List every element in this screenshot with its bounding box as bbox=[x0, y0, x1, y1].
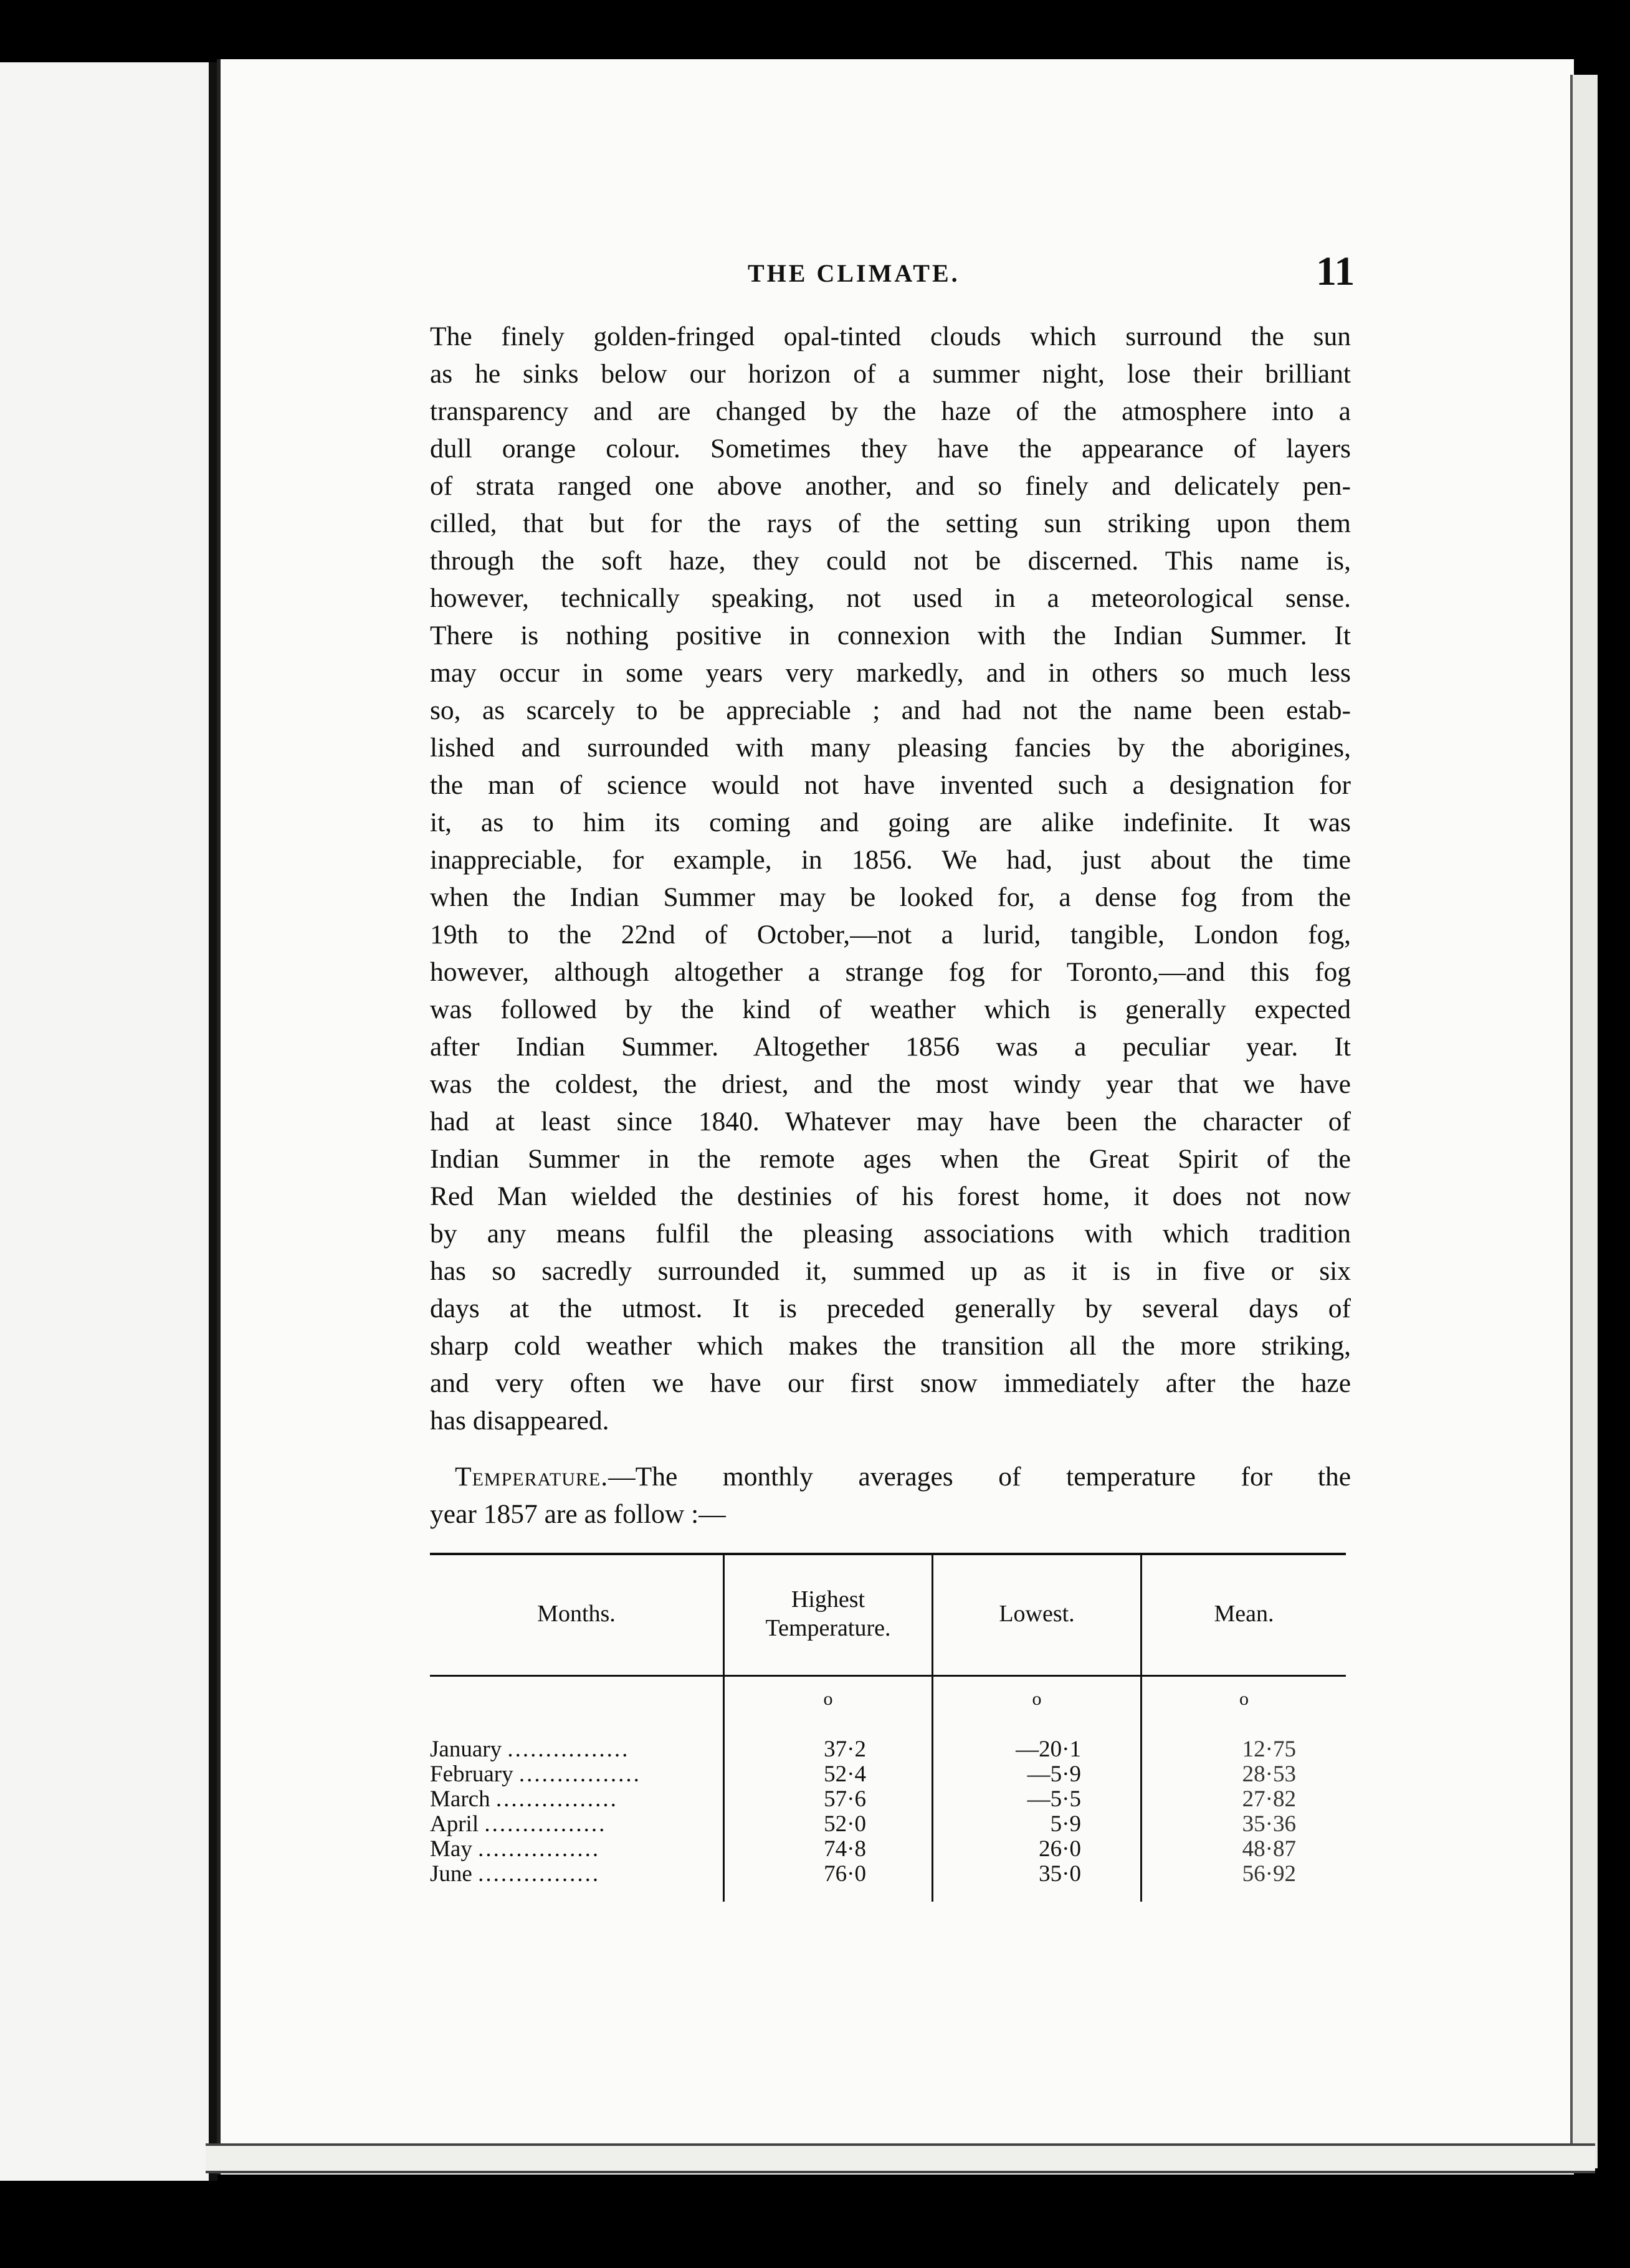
mean-cell: 56·92 bbox=[1242, 1861, 1296, 1887]
mean-cell: 12·75 bbox=[1242, 1737, 1296, 1762]
month-label: February bbox=[430, 1762, 513, 1787]
paragraph-line: was the coldest, the driest, and the most windy year that we have bbox=[430, 1069, 1351, 1099]
table-row bbox=[430, 1812, 1346, 1837]
temperature-intro bbox=[430, 1458, 1351, 1533]
paragraph-line: by any means fulfil the pleasing associations with which tradition bbox=[430, 1219, 1351, 1249]
paragraph-line: of strata ranged one above another, and so finely and delicately pen- bbox=[430, 471, 1351, 501]
paragraph-line: when the Indian Summer may be looked for, a dense fog from the bbox=[430, 882, 1351, 912]
month-cell bbox=[430, 1812, 717, 1837]
mean-cell: 48·87 bbox=[1242, 1836, 1296, 1862]
paragraph-line: inappreciable, for example, in 1856. We had, just about the time bbox=[430, 845, 1351, 875]
main-paragraph bbox=[430, 318, 1351, 1439]
header-highest-line1: Highest bbox=[791, 1586, 865, 1613]
paragraph-line: has so sacredly surrounded it, summed up as it is in five or six bbox=[430, 1256, 1351, 1286]
paragraph-line: the man of science would not have invented such a designation for bbox=[430, 770, 1351, 800]
table-row bbox=[430, 1862, 1346, 1887]
paragraph-line: Indian Summer in the remote ages when the Great Spirit of the bbox=[430, 1144, 1351, 1174]
lowest-cell: 35·0 bbox=[1039, 1861, 1081, 1887]
lowest-cell: —5·5 bbox=[1027, 1786, 1081, 1812]
page-bottom-edge bbox=[206, 2143, 1595, 2173]
paragraph-line: days at the utmost. It is preceded generally by several days of bbox=[430, 1294, 1351, 1323]
degree-mark: o bbox=[1032, 1689, 1042, 1709]
mean-cell: 27·82 bbox=[1242, 1786, 1296, 1812]
table-row bbox=[430, 1837, 1346, 1862]
highest-cell: 74·8 bbox=[824, 1836, 866, 1862]
month-cell bbox=[430, 1762, 717, 1787]
month-cell bbox=[430, 1837, 717, 1862]
month-label: April bbox=[430, 1812, 479, 1837]
lowest-cell: —5·9 bbox=[1027, 1761, 1081, 1787]
paragraph-line: after Indian Summer. Altogether 1856 was a peculiar year. It bbox=[430, 1032, 1351, 1062]
paragraph-line: There is nothing positive in connexion with the Indian Summer. It bbox=[430, 621, 1351, 650]
paragraph-line: it, as to him its coming and going are alike indefinite. It was bbox=[430, 808, 1351, 837]
paragraph-line: has disappeared. bbox=[430, 1406, 609, 1436]
temperature-heading: Temperature. bbox=[455, 1462, 609, 1492]
month-label: June bbox=[430, 1862, 472, 1887]
month-cell bbox=[430, 1862, 717, 1887]
running-head: THE CLIMATE. bbox=[748, 259, 960, 287]
highest-cell: 52·4 bbox=[824, 1761, 866, 1787]
degree-mark: o bbox=[1239, 1689, 1249, 1709]
month-label: March bbox=[430, 1787, 490, 1812]
table-row bbox=[430, 1787, 1346, 1812]
lowest-cell: —20·1 bbox=[1016, 1737, 1081, 1762]
mean-cell: 28·53 bbox=[1242, 1761, 1296, 1787]
lowest-cell: 26·0 bbox=[1039, 1836, 1081, 1862]
paragraph-line: through the soft haze, they could not be discerned. This name is, bbox=[430, 546, 1351, 576]
paragraph-line: Red Man wielded the destinies of his forest home, it does not now bbox=[430, 1181, 1351, 1211]
dot-leader: ................ bbox=[518, 1762, 641, 1787]
degree-mark: o bbox=[823, 1689, 833, 1709]
header-highest-line2: Temperature. bbox=[765, 1615, 891, 1641]
temperature-intro-line: year 1857 are as follow :— bbox=[430, 1499, 726, 1529]
previous-page-edge bbox=[0, 62, 217, 2181]
month-label: May bbox=[430, 1837, 472, 1862]
dot-leader: ................ bbox=[478, 1837, 601, 1862]
table-row bbox=[430, 1737, 1346, 1762]
paragraph-line: cilled, that but for the rays of the setting sun striking upon them bbox=[430, 508, 1351, 538]
paragraph-line: transparency and are changed by the haze of the atmosphere into a bbox=[430, 396, 1351, 426]
paragraph-line: may occur in some years very markedly, and in others so much less bbox=[430, 658, 1351, 688]
month-label: January bbox=[430, 1737, 502, 1762]
table-row bbox=[430, 1762, 1346, 1787]
paragraph-line: 19th to the 22nd of October,—not a lurid, tangible, London fog, bbox=[430, 920, 1351, 950]
month-cell bbox=[430, 1787, 717, 1812]
header-highest-temperature bbox=[725, 1553, 932, 1675]
page-fore-edge bbox=[1570, 75, 1598, 2168]
header-lowest: Lowest. bbox=[999, 1601, 1075, 1627]
dot-leader: ................ bbox=[478, 1862, 601, 1887]
header-mean: Mean. bbox=[1214, 1601, 1274, 1627]
lowest-cell: 5·9 bbox=[1050, 1811, 1081, 1837]
header-months: Months. bbox=[537, 1601, 616, 1627]
paragraph-line: however, technically speaking, not used in a meteorological sense. bbox=[430, 583, 1351, 613]
highest-cell: 37·2 bbox=[824, 1737, 866, 1762]
paragraph-line: had at least since 1840. Whatever may have been the character of bbox=[430, 1107, 1351, 1136]
paragraph-line: however, although altogether a strange fog for Toronto,—and this fog bbox=[430, 957, 1351, 987]
page-number: 11 bbox=[1316, 249, 1355, 294]
paragraph-line: The finely golden-fringed opal-tinted clouds which surround the sun bbox=[430, 322, 1351, 351]
paragraph-line: and very often we have our first snow immediately after the haze bbox=[430, 1368, 1351, 1398]
highest-cell: 76·0 bbox=[824, 1861, 866, 1887]
paragraph-line: was followed by the kind of weather which is generally expected bbox=[430, 994, 1351, 1024]
temperature-intro-text: —The monthly averages of temperature for the bbox=[608, 1462, 1351, 1492]
dot-leader: ................ bbox=[507, 1737, 630, 1762]
highest-cell: 57·6 bbox=[824, 1786, 866, 1812]
temperature-intro-line bbox=[430, 1458, 1351, 1495]
paragraph-line: so, as scarcely to be appreciable ; and had not the name been estab- bbox=[430, 695, 1351, 725]
mean-cell: 35·36 bbox=[1242, 1811, 1296, 1837]
paragraph-line: lished and surrounded with many pleasing fancies by the aborigines, bbox=[430, 733, 1351, 763]
dot-leader: ................ bbox=[484, 1812, 607, 1837]
highest-cell: 52·0 bbox=[824, 1811, 866, 1837]
paragraph-line: dull orange colour. Sometimes they have the appearance of layers bbox=[430, 434, 1351, 464]
table-header-rule bbox=[430, 1675, 1346, 1677]
paragraph-line: sharp cold weather which makes the transition all the more striking, bbox=[430, 1331, 1351, 1361]
month-cell bbox=[430, 1737, 717, 1762]
dot-leader: ................ bbox=[495, 1787, 618, 1812]
paragraph-line: as he sinks below our horizon of a summer night, lose their brilliant bbox=[430, 359, 1351, 389]
